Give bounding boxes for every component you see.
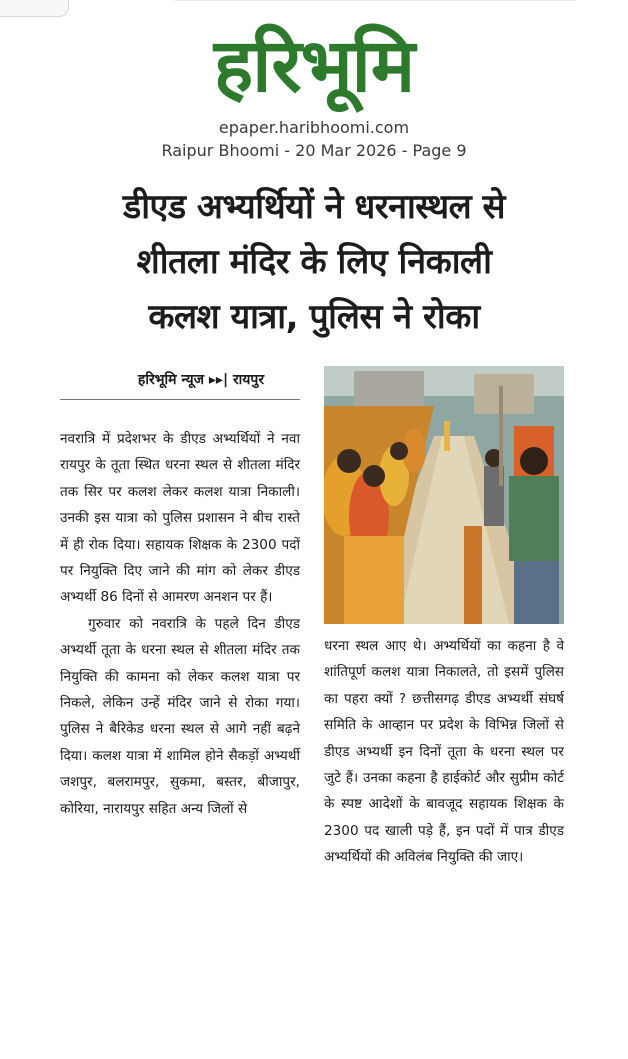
- paragraph-3: धरना स्थल आए थे। अभ्यर्थियों का कहना है वे शांतिपूर्ण कलश यात्रा निकालते, तो इसमें पुलिस का पहरा क्यों ? छत्तीसगढ़ डीएड अभ्यर्थी संघर्ष समिति के आव्हान पर प्रदेश के विभिन्न जिलों से डीएड अभ्यर्थी इन दिनों तूता के धरना स्थल पर जुटे हैं। उनका कहना है हाईकोर्ट और सुप्रीम कोर्ट के स्पष्ट आदेशों के बावजूद सहायक शिक्षक के 2300 पद खाली पड़े हैं, इन पदों में पात्र डीएड अभ्यर्थियों की अविलंब नियुक्ति की जाए।: [324, 638, 564, 866]
- article-column-left: [60, 426, 300, 822]
- top-divider: [175, 0, 575, 1]
- paragraph-1: नवरात्रि में प्रदेशभर के डीएड अभ्यर्थियों ने नवा रायपुर के तूता स्थित धरना स्थल से शीतला मंदिर तक सिर पर कलश लेकर कलश यात्रा निकाली। उनकी इस यात्रा को पुलिस प्रशासन ने बीच रास्ते में ही रोक दिया। सहायक शिक्षक के 2300 पदों पर नियुक्ति दिए जाने की मांग को लेकर डीएड अभ्यर्थी 86 दिनों से आमरण अनशन पर हैं।: [60, 431, 300, 606]
- article-column-right: [324, 633, 564, 871]
- headline-line-1: डीएड अभ्यर्थियों ने धरनास्थल से: [123, 187, 505, 227]
- headline-line-3: कलश यात्रा, पुलिस ने रोका: [148, 297, 480, 337]
- edition-info: Raipur Bhoomi - 20 Mar 2026 - Page 9: [161, 141, 467, 160]
- headline-line-2: शीतला मंदिर के लिए निकाली: [136, 242, 492, 282]
- masthead-logo: हरिभूमि: [213, 23, 415, 109]
- byline: हरिभूमि न्यूज ▸▸| रायपुर: [137, 372, 265, 388]
- news-photo: [324, 366, 564, 624]
- paragraph-2: गुरुवार को नवरात्रि के पहले दिन डीएड अभ्यर्थी तूता के धरना स्थल से शीतला मंदिर तक नियुक्ति की कामना को लेकर कलश यात्रा पर निकले, लेकिन उन्हें मंदिर जाने से रोका गया। पुलिस ने बैरिकेड धरना स्थल से आगे नहीं बढ़ने दिया। कलश यात्रा में शामिल होने सैकड़ों अभ्यर्थी जशपुर, बलरामपुर, सुकमा, बस्तर, बीजापुर, कोरिया, नारायपुर सहित अन्य जिलों से: [60, 615, 300, 817]
- byline-divider: [60, 399, 300, 400]
- epaper-url[interactable]: epaper.haribhoomi.com: [218, 118, 410, 137]
- article-headline: [30, 180, 598, 345]
- browser-tab-edge: [0, 0, 69, 17]
